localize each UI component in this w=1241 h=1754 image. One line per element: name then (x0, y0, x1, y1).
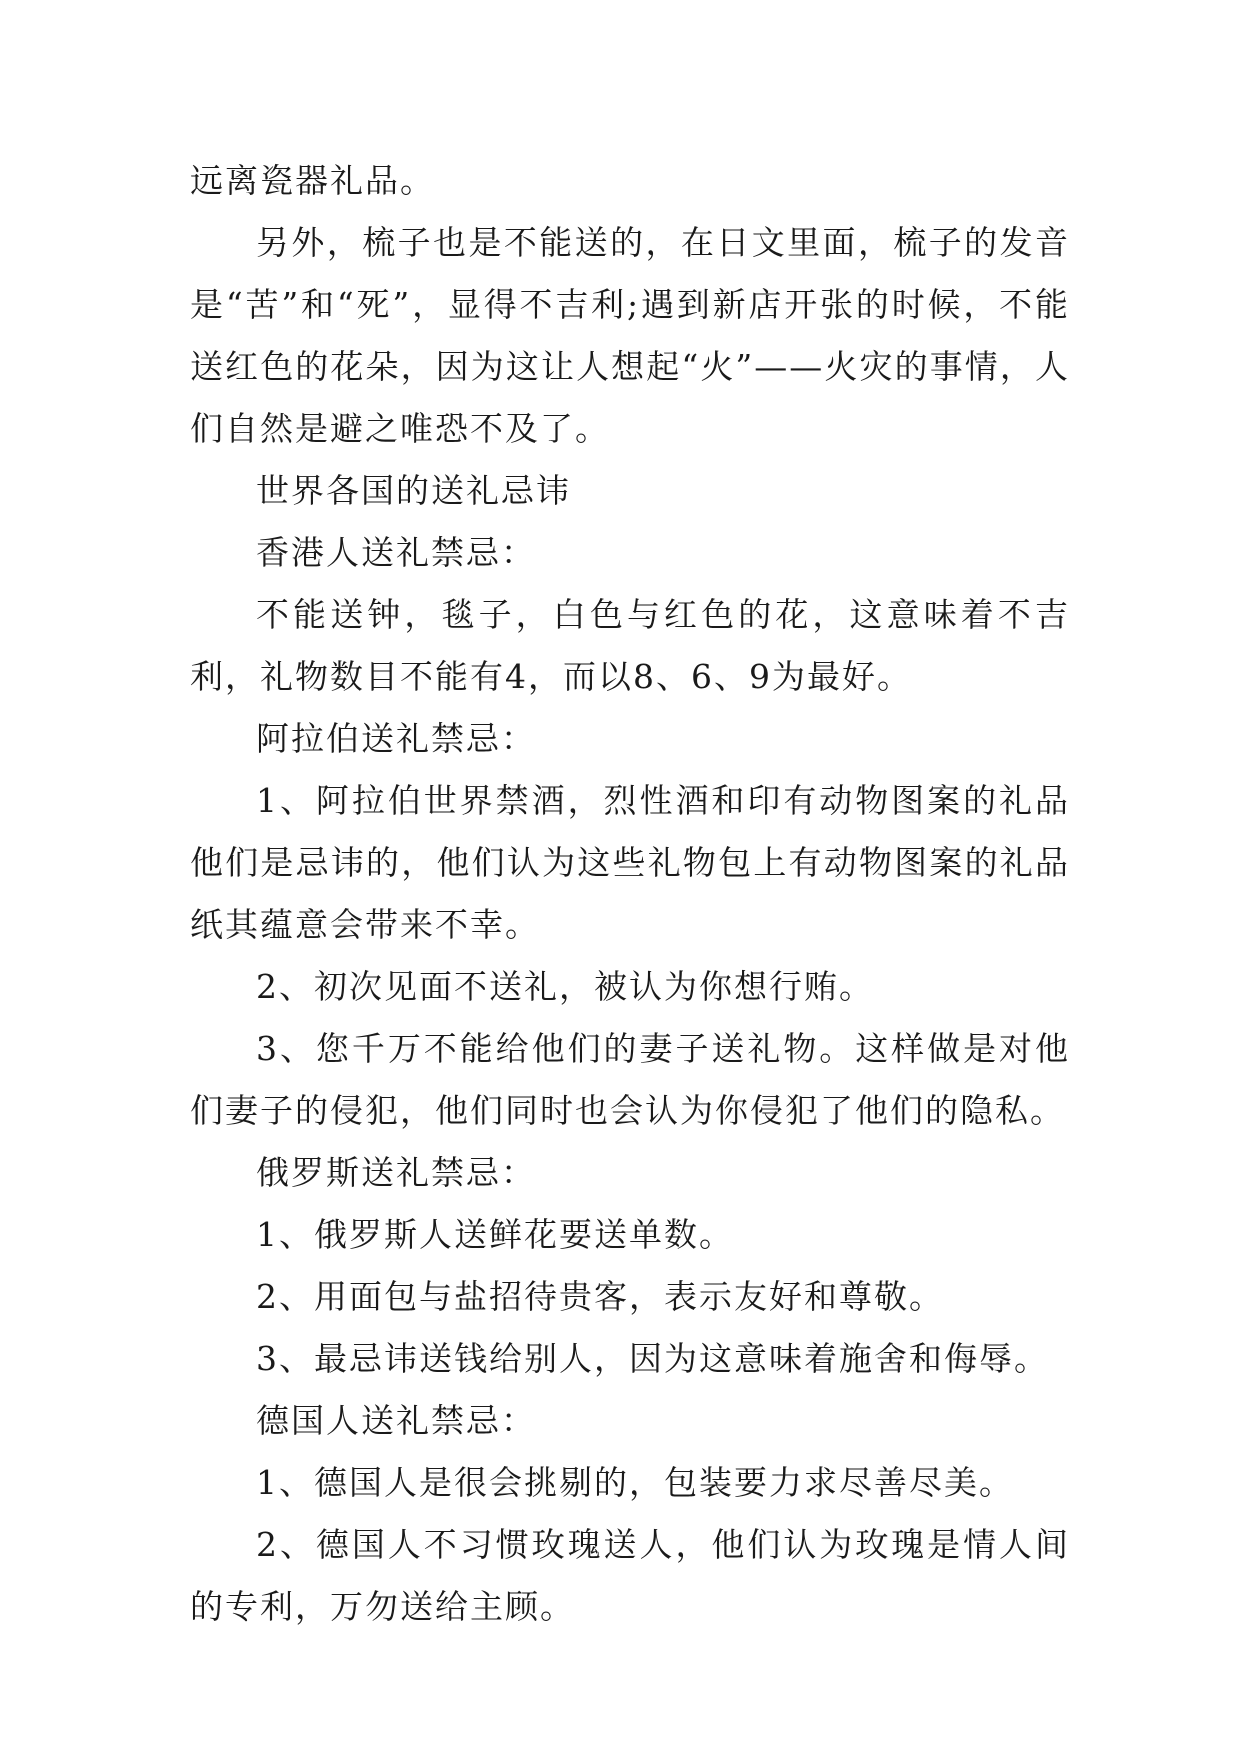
document-body (190, 150, 1070, 1638)
heading-arab: 阿拉伯送礼禁忌： (256, 719, 536, 758)
list-item-russia-1: 1、俄罗斯人送鲜花要送单数。 (256, 1215, 734, 1254)
heading-germany: 德国人送礼禁忌： (256, 1401, 536, 1440)
paragraph-continuation: 远离瓷器礼品。 (190, 161, 435, 200)
paragraph-hongkong: 不能送钟，毯子，白色与红色的花，这意味着不吉利，礼物数目不能有4，而以8、6、9为最好。 (190, 595, 1070, 696)
list-item-germany-1: 1、德国人是很会挑剔的，包装要力求尽善尽美。 (256, 1463, 1014, 1502)
heading-russia: 俄罗斯送礼禁忌： (256, 1153, 536, 1192)
paragraph-comb-taboo: 另外，梳子也是不能送的，在日文里面，梳子的发音是“苦”和“死”，显得不吉利;遇到新店开张的时候，不能送红色的花朵，因为这让人想起“火”——火灾的事情，人们自然是避之唯恐不及了。 (190, 223, 1070, 448)
list-item-russia-2: 2、用面包与盐招待贵客，表示友好和尊敬。 (256, 1277, 944, 1316)
list-item-arab-3: 3、您千万不能给他们的妻子送礼物。这样做是对他们妻子的侵犯，他们同时也会认为你侵犯了他们的隐私。 (190, 1029, 1070, 1130)
list-item-germany-2: 2、德国人不习惯玫瑰送人，他们认为玫瑰是情人间的专利，万勿送给主顾。 (190, 1525, 1070, 1626)
list-item-arab-1: 1、阿拉伯世界禁酒，烈性酒和印有动物图案的礼品他们是忌讳的，他们认为这些礼物包上有动物图案的礼品纸其蕴意会带来不幸。 (190, 781, 1070, 944)
list-item-russia-3: 3、最忌讳送钱给别人，因为这意味着施舍和侮辱。 (256, 1339, 1049, 1378)
section-heading-world-taboos: 世界各国的送礼忌讳 (256, 471, 571, 510)
list-item-arab-2: 2、初次见面不送礼，被认为你想行贿。 (256, 967, 874, 1006)
heading-hongkong: 香港人送礼禁忌： (256, 533, 536, 572)
